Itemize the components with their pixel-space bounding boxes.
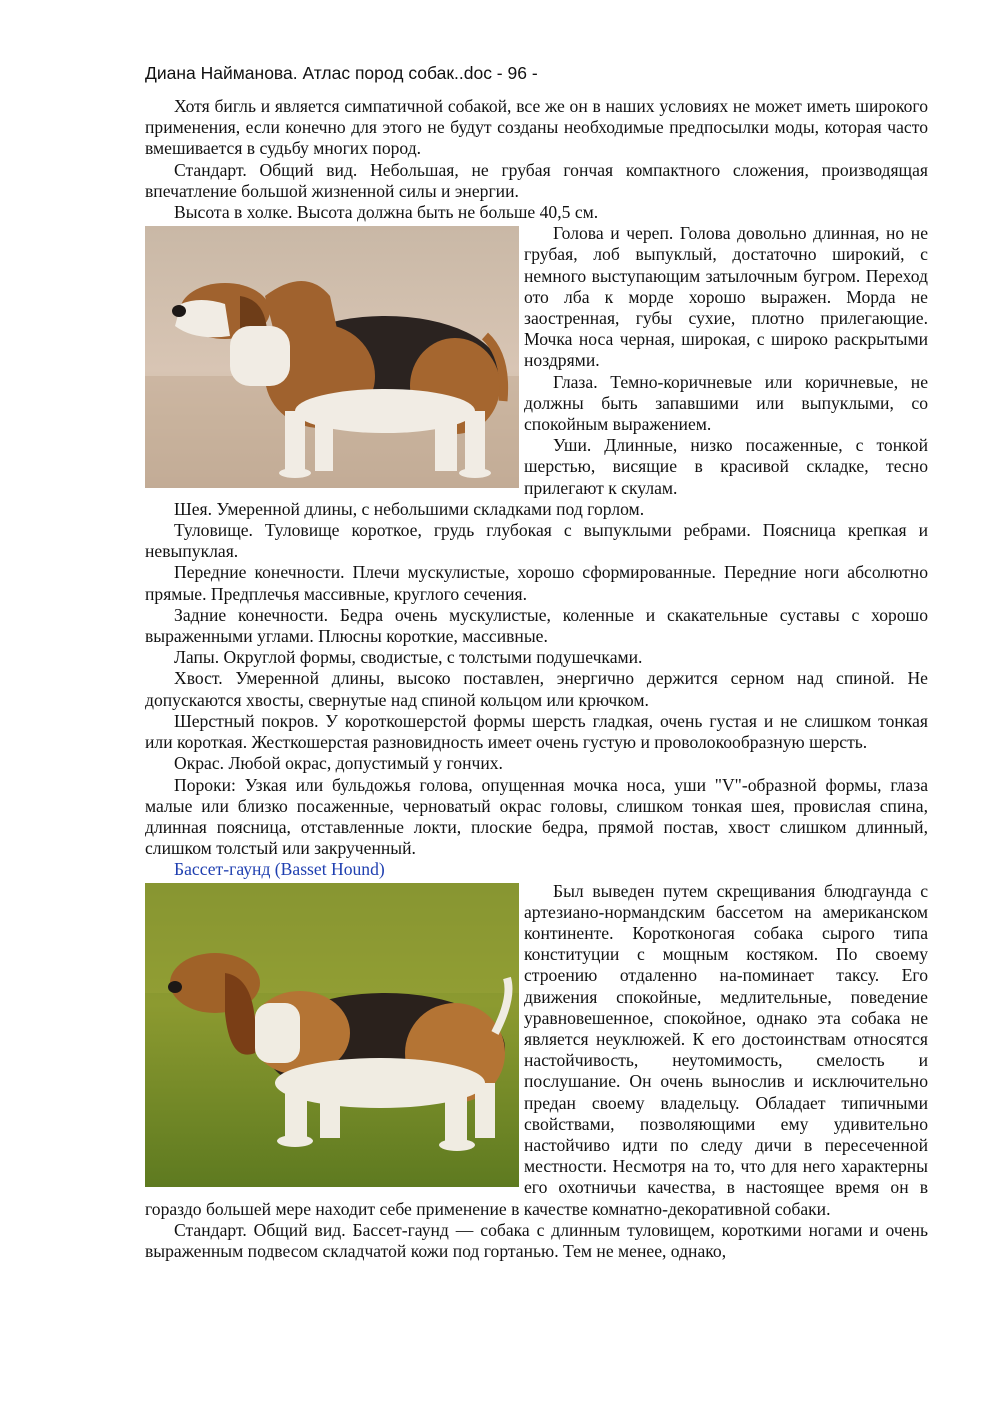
body-text xyxy=(145,96,928,1262)
paragraph: Передние конечности. Плечи мускулистые, хорошо сформированные. Передние ноги абсолютно прямые. Предплечья массивные, круглого сечения. xyxy=(145,562,928,604)
paragraph: Голова и череп. Голова довольно длинная, но не грубая, лоб выпуклый, достаточно широкий, с немного выступающим затылочным бугром. Переход ото лба к морде хорошо выражен. Морда не заостренная, губы сухие, плотно прилегающие. Мочка носа черная, широкая, с широко раскрытыми ноздрями. xyxy=(524,223,928,371)
paragraph: Глаза. Темно-коричневые или коричневые, не должны быть запавшими или выпуклыми, со спокойным выражением. xyxy=(524,371,928,435)
paragraph: Стандарт. Общий вид. Небольшая, не грубая гончая компактного сложения, производящая впечатление большой жизненной силы и энергии. xyxy=(145,159,928,201)
breed-heading-text: Бассет-гаунд (Basset Hound) xyxy=(174,859,385,880)
paragraph: Шея. Умеренной длины, с небольшими складками под горлом. xyxy=(174,498,645,519)
paragraph: Хвост. Умеренной длины, высоко поставлен, энергично держится серном над спиной. Не допускаются хвосты, свернутые над спиной кольцом или крючком. xyxy=(145,668,928,710)
paragraph: Высота в холке. Высота должна быть не больше 40,5 см. xyxy=(174,202,599,223)
page-header: Диана Найманова. Атлас пород собак..doc - 96 - xyxy=(145,63,538,83)
breed-heading xyxy=(145,859,928,880)
paragraph: Окрас. Любой окрас, допустимый у гончих. xyxy=(174,753,503,774)
paragraph: Уши. Длинные, низко посаженные, с тонкой шерстью, висящие в красивой складке, тесно прилегают к скулам. xyxy=(524,435,928,498)
paragraph: Туловище. Туловище короткое, грудь глубокая с выпуклыми ребрами. Поясница крепкая и невыпуклая. xyxy=(145,520,928,562)
paragraph: Хотя бигль и является симпатичной собакой, все же он в наших условиях не может иметь широкого применения, если конечно для этого не будут созданы необходимые предпосылки моды, которая часто вмешивается в судьбу многих пород. xyxy=(145,96,928,159)
basset-hound-photo xyxy=(145,883,519,1187)
beagle-photo xyxy=(145,226,519,488)
paragraph: Задние конечности. Бедра очень мускулистые, коленные и скакательные суставы с хорошо выраженными углами. Плюсны короткие, массивные. xyxy=(145,604,928,647)
paragraph: Был выведен путем скрещивания блюдгаунда с артезиано-нормандским бассетом на американском континенте. Коротконогая собака сырого типа конституции с мощным костяком. По своему строению отдаленно на-поминает таксу. Его движения спокойные, медлительные, поведение уравновешенное, спокойное, однако эта собака не является неуклюжей. К его достоинствам относятся настойчивость, неутомимость, смелость и послушание. Он очень вынослив и исключительно предан своему владельцу. Обладает типичными свойствами, позволяющими ему удивительно настойчиво идти по следу дичи в пересеченной местности. Несмотря на то, что для него характерны его охотничьи качества, в настоящее время он в гораздо большей мере находит себе применение в качестве комнатно-декоративной собаки. xyxy=(145,880,928,1219)
paragraph: Лапы. Округлой формы, сводистые, с толстыми подушечками. xyxy=(174,647,643,668)
paragraph: Пороки: Узкая или бульдожья голова, опущенная мочка носа, уши "V"-образной формы, глаза малые или близко посаженные, черноватый окрас головы, слишком тонкая шея, провислая спина, длинная поясница, отставленные локти, плоские бедра, прямой постав, хвост слишком длинный, слишком толстый или закрученный. xyxy=(145,774,928,859)
paragraph: Шерстный покров. У короткошерстой формы шерсть гладкая, очень густая и не слишком тонкая или короткая. Жесткошерстая разновидность имеет очень густую и проволокообразную шерсть. xyxy=(145,710,928,753)
paragraph: Стандарт. Общий вид. Бассет-гаунд — собака с длинным туловищем, короткими ногами и очень выраженным подвесом складчатой кожи под гортанью. Тем не менее, однако, xyxy=(145,1219,928,1261)
